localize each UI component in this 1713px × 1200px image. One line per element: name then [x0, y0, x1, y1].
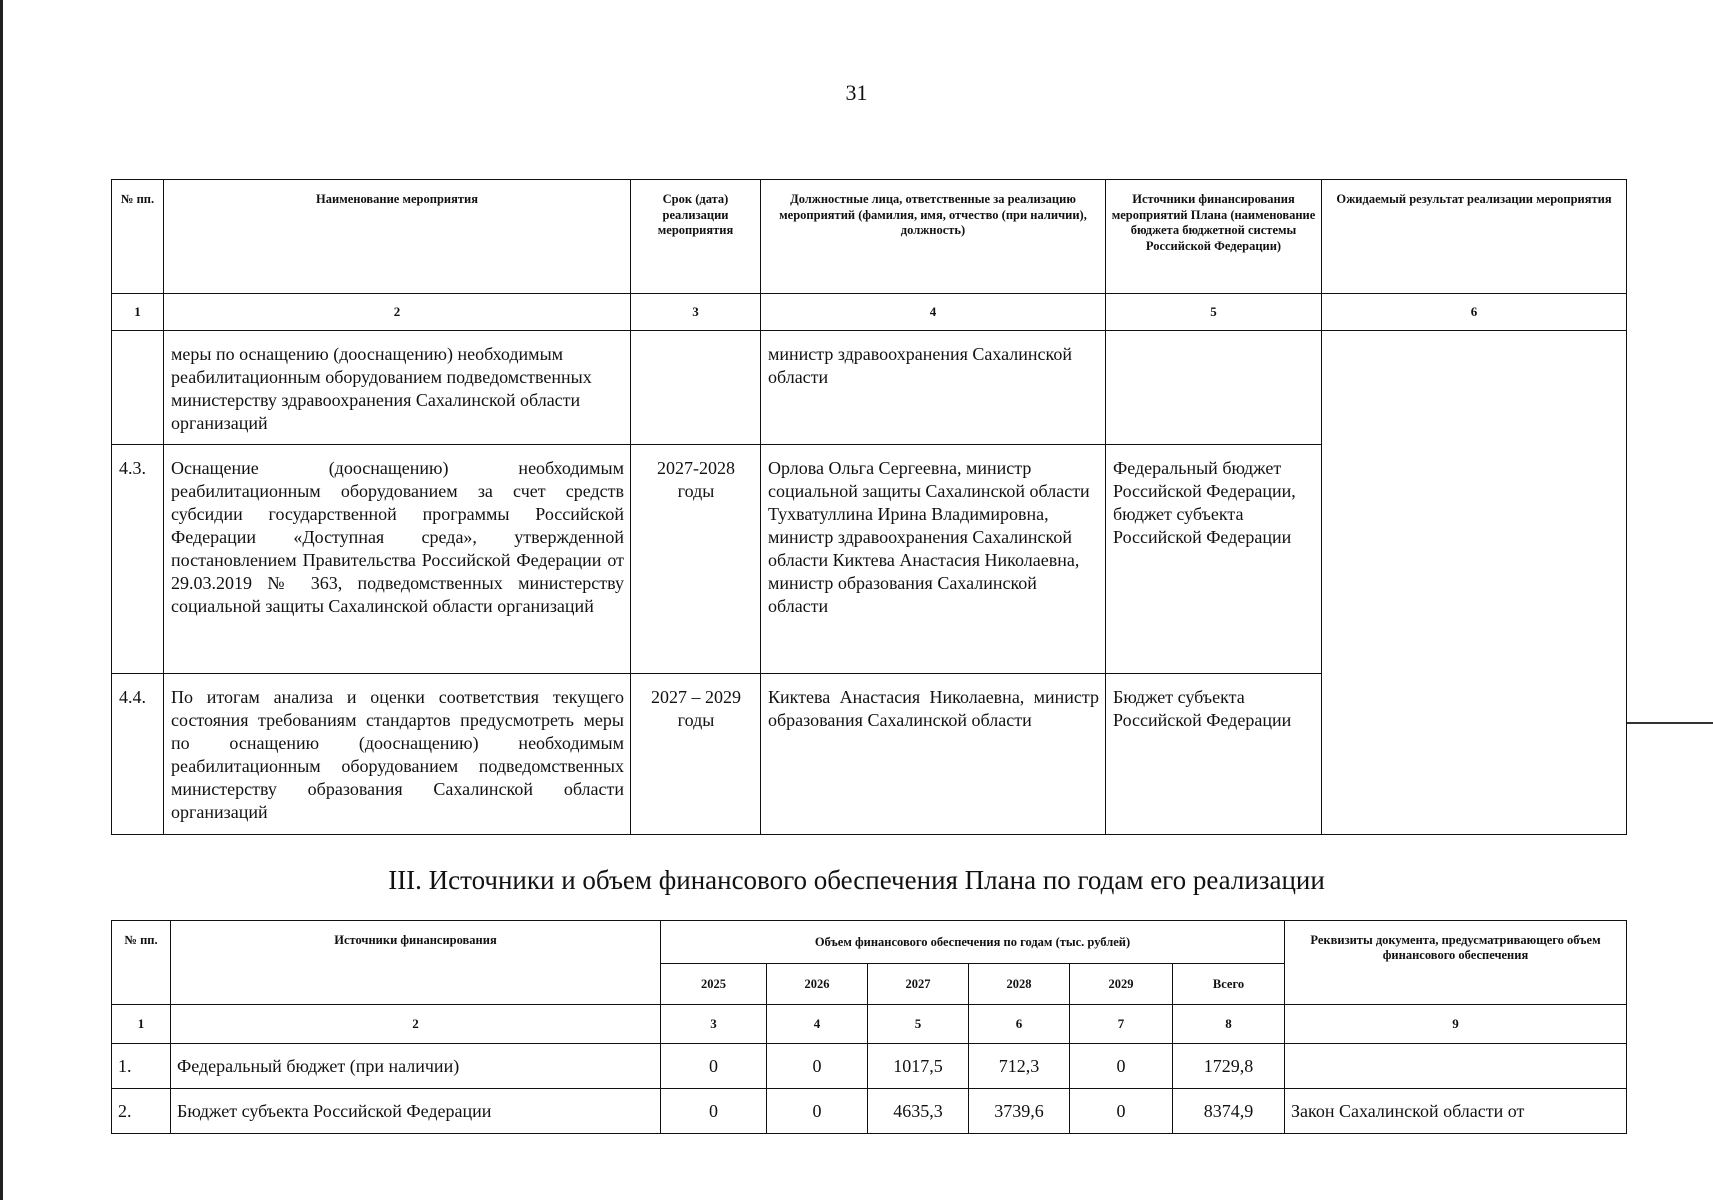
- scan-edge: [0, 0, 3, 1200]
- year-header: 2028: [969, 964, 1070, 1005]
- year-header: 2029: [1070, 964, 1173, 1005]
- plan-column-numbers-row: [112, 294, 1627, 331]
- column-number: 9: [1285, 1005, 1627, 1044]
- finance-table: [111, 920, 1627, 1134]
- activity-officials: министр здравоохранения Сахалинской области: [761, 331, 1106, 445]
- year-header: 2027: [868, 964, 969, 1005]
- value-cell: 3739,6: [969, 1089, 1070, 1134]
- finance-header-num: № пп.: [112, 921, 171, 1005]
- value-cell: 1017,5: [868, 1044, 969, 1089]
- value-cell: 0: [767, 1089, 868, 1134]
- page-number: 31: [845, 80, 868, 105]
- plan-header-sources: Источники финансирования мероприятий Плана (наименование бюджета бюджетной системы Российской Федерации): [1106, 180, 1322, 294]
- activity-sources: Бюджет субъекта Российской Федерации: [1106, 674, 1322, 835]
- activity-sources: [1106, 331, 1322, 445]
- plan-header-name: Наименование мероприятия: [164, 180, 631, 294]
- activity-name: меры по оснащению (дооснащению) необходимым реабилитационным оборудованием подведомственных министерству здравоохранения Сахалинской области организаций: [164, 331, 631, 445]
- value-cell: 712,3: [969, 1044, 1070, 1089]
- activity-name: По итогам анализа и оценки соответствия текущего состояния требованиям стандартов предусмотреть меры по оснащению (дооснащению) необходимым реабилитационным оборудованием подведомственных министерству образования Сахалинской области организаций: [164, 674, 631, 835]
- table-row: [112, 1044, 1627, 1089]
- requisites-cell: Закон Сахалинской области от: [1285, 1089, 1627, 1134]
- funding-source: Бюджет субъекта Российской Федерации: [171, 1089, 661, 1134]
- total-cell: 8374,9: [1173, 1089, 1285, 1134]
- finance-column-numbers-row: [112, 1005, 1627, 1044]
- value-cell: 0: [661, 1044, 767, 1089]
- column-number: 3: [661, 1005, 767, 1044]
- column-number: 4: [761, 294, 1106, 331]
- activity-term: [631, 331, 761, 445]
- column-number: 8: [1173, 1005, 1285, 1044]
- value-cell: 4635,3: [868, 1089, 969, 1134]
- plan-header-result: Ожидаемый результат реализации мероприятия: [1322, 180, 1627, 294]
- row-number: 4.3.: [112, 445, 164, 674]
- column-number: 5: [868, 1005, 969, 1044]
- finance-header-volume: Объем финансового обеспечения по годам (тыс. рублей): [661, 921, 1285, 964]
- activity-term: 2027-2028 годы: [631, 445, 761, 674]
- column-number: 1: [112, 1005, 171, 1044]
- column-number: 4: [767, 1005, 868, 1044]
- value-cell: 0: [1070, 1089, 1173, 1134]
- value-cell: 0: [767, 1044, 868, 1089]
- finance-header-requisites: Реквизиты документа, предусматривающего объем финансового обеспечения: [1285, 921, 1627, 1005]
- year-header: 2025: [661, 964, 767, 1005]
- row-number: 2.: [112, 1089, 171, 1134]
- plan-header-term: Срок (дата) реализации мероприятия: [631, 180, 761, 294]
- finance-header-row: [112, 921, 1627, 964]
- column-number: 6: [1322, 294, 1627, 331]
- value-cell: 0: [1070, 1044, 1173, 1089]
- year-header: 2026: [767, 964, 868, 1005]
- row-number: 1.: [112, 1044, 171, 1089]
- plan-header-officials: Должностные лица, ответственные за реализацию мероприятий (фамилия, имя, отчество (при наличии), должность): [761, 180, 1106, 294]
- finance-header-sources: Источники финансирования: [171, 921, 661, 1005]
- column-number: 6: [969, 1005, 1070, 1044]
- row-number: [112, 331, 164, 445]
- table-row: [112, 1089, 1627, 1134]
- total-header: Всего: [1173, 964, 1285, 1005]
- activity-officials: Киктева Анастасия Николаевна, министр образования Сахалинской области: [761, 674, 1106, 835]
- column-number: 2: [171, 1005, 661, 1044]
- plan-activities-table: [111, 179, 1627, 835]
- activity-term: 2027 – 2029 годы: [631, 674, 761, 835]
- activity-name: Оснащение (дооснащению) необходимым реабилитационным оборудованием за счет средств субсидии государственной программы Российской Федерации «Доступная среда», утвержденной постановлением Правительства Российской Федерации от 29.03.2019 № 363, подведомственных министерству социальной защиты Сахалинской области организаций: [164, 445, 631, 674]
- column-number: 3: [631, 294, 761, 331]
- total-cell: 1729,8: [1173, 1044, 1285, 1089]
- column-number: 2: [164, 294, 631, 331]
- scan-artifact-line: [1626, 722, 1713, 724]
- row-number: 4.4.: [112, 674, 164, 835]
- value-cell: 0: [661, 1089, 767, 1134]
- plan-header-row: [112, 180, 1627, 294]
- column-number: 5: [1106, 294, 1322, 331]
- activity-officials: Орлова Ольга Сергеевна, министр социальной защиты Сахалинской области Тухватуллина Ирина Владимировна, министр здравоохранения Сахалинской области Киктева Анастасия Николаевна, министр образования Сахалинской области: [761, 445, 1106, 674]
- activity-sources: Федеральный бюджет Российской Федерации, бюджет субъекта Российской Федерации: [1106, 445, 1322, 674]
- table-row: [112, 331, 1627, 445]
- funding-source: Федеральный бюджет (при наличии): [171, 1044, 661, 1089]
- column-number: 7: [1070, 1005, 1173, 1044]
- column-number: 1: [112, 294, 164, 331]
- expected-result: [1322, 331, 1627, 835]
- plan-header-num: № пп.: [112, 180, 164, 294]
- section-title: III. Источники и объем финансового обеспечения Плана по годам его реализации: [388, 865, 1325, 895]
- requisites-cell: [1285, 1044, 1627, 1089]
